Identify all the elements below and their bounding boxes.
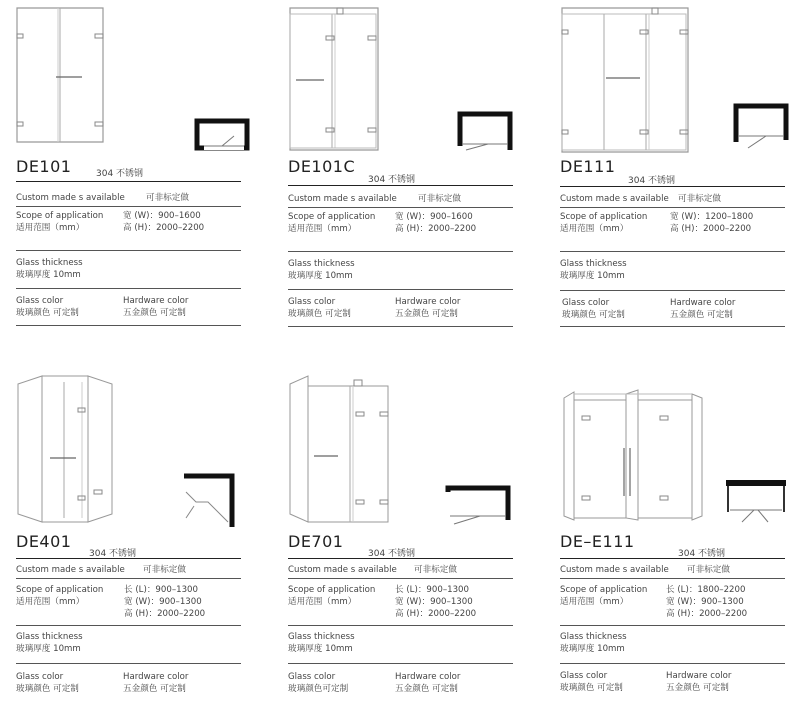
custom-made-label: Custom made s available (560, 565, 669, 575)
divider (560, 578, 785, 579)
glass-color-label: Glass color (288, 672, 336, 682)
material-label: 304 不锈钢 (368, 549, 416, 559)
divider (288, 185, 513, 186)
glass-color-value: 玻璃颜色可定制 (288, 684, 349, 694)
glass-color-label: Glass color (16, 672, 64, 682)
custom-made-cn: 可非标定做 (146, 193, 189, 203)
hardware-color-value: 五金颜色 可定制 (670, 310, 733, 320)
divider (16, 206, 241, 207)
scope-label: Scope of application (560, 585, 648, 595)
custom-made-label: Custom made s available (288, 565, 397, 575)
divider (560, 558, 785, 559)
shower-door-drawing (288, 0, 528, 155)
model-number: DE–E111 (560, 532, 635, 551)
scope-label: Scope of application (560, 212, 648, 222)
divider (288, 289, 513, 290)
divider (288, 578, 513, 579)
model-number: DE111 (560, 157, 616, 176)
product-card-de-e111 (560, 372, 800, 712)
scope-label-cn: 适用范围（mm） (16, 597, 85, 607)
glass-thickness-label: Glass thickness (560, 259, 627, 269)
scope-label-cn: 适用范围（mm） (288, 597, 357, 607)
custom-made-cn: 可非标定做 (687, 565, 730, 575)
dimension-length: 长 (L)：900–1300 (124, 585, 198, 595)
hardware-color-label: Hardware color (123, 296, 189, 306)
custom-made-cn: 可非标定做 (418, 194, 461, 204)
hardware-color-value: 五金颜色 可定制 (666, 683, 729, 693)
dimension-height: 高 (H)：2000–2200 (666, 609, 748, 619)
divider (16, 288, 241, 289)
dimension-height: 高 (H)：2000–2200 (395, 224, 477, 234)
divider (288, 558, 513, 559)
dimension-height: 高 (H)：2000–2200 (670, 224, 752, 234)
material-label: 304 不锈钢 (89, 549, 137, 559)
glass-color-value: 玻璃颜色 可定制 (288, 309, 351, 319)
glass-thickness-label: Glass thickness (16, 258, 83, 268)
divider (560, 625, 785, 626)
divider (16, 578, 241, 579)
divider (560, 207, 785, 208)
scope-label: Scope of application (16, 211, 104, 221)
model-number: DE401 (16, 532, 72, 551)
custom-made-label: Custom made s available (16, 565, 125, 575)
dimension-width: 宽 (W)：900–1300 (395, 597, 473, 607)
glass-color-label: Glass color (288, 297, 336, 307)
glass-thickness-value: 玻璃厚度 10mm (16, 644, 81, 654)
divider (560, 326, 785, 327)
custom-made-cn: 可非标定做 (414, 565, 457, 575)
dimension-width: 宽 (W)：900–1600 (395, 212, 473, 222)
hardware-color-value: 五金颜色 可定制 (395, 309, 458, 319)
dimension-width: 宽 (W)：900–1600 (123, 211, 201, 221)
dimension-length: 长 (L)：900–1300 (395, 585, 469, 595)
custom-made-label: Custom made s available (560, 194, 669, 204)
hardware-color-value: 五金颜色 可定制 (123, 308, 186, 318)
material-label: 304 不锈钢 (96, 169, 144, 179)
scope-label-cn: 适用范围（mm） (16, 223, 85, 233)
divider (560, 251, 785, 252)
product-card-de111 (560, 0, 800, 340)
glass-color-label: Glass color (562, 298, 610, 308)
divider (16, 250, 241, 251)
dimension-height: 高 (H)：2000–2200 (124, 609, 206, 619)
divider (288, 663, 513, 664)
custom-made-cn: 可非标定做 (678, 194, 721, 204)
divider (16, 663, 241, 664)
scope-label: Scope of application (288, 212, 376, 222)
material-label: 304 不锈钢 (368, 175, 416, 185)
product-card-de401 (16, 372, 256, 712)
model-number: DE101C (288, 157, 356, 176)
material-label: 304 不锈钢 (678, 549, 726, 559)
shower-door-drawing (288, 372, 528, 527)
divider (560, 186, 785, 187)
scope-label-cn: 适用范围（mm） (560, 224, 629, 234)
divider (16, 625, 241, 626)
glass-color-value: 玻璃颜色 可定制 (16, 684, 79, 694)
glass-thickness-value: 玻璃厚度 10mm (288, 644, 353, 654)
divider (560, 663, 785, 664)
glass-thickness-label: Glass thickness (16, 632, 83, 642)
dimension-length: 长 (L)：1800–2200 (666, 585, 746, 595)
product-card-de701 (288, 372, 528, 712)
hardware-color-label: Hardware color (395, 672, 461, 682)
dimension-width: 宽 (W)：900–1300 (666, 597, 744, 607)
shower-door-drawing (560, 372, 800, 527)
model-number: DE701 (288, 532, 344, 551)
hardware-color-label: Hardware color (123, 672, 189, 682)
hardware-color-label: Hardware color (670, 298, 736, 308)
glass-thickness-value: 玻璃厚度 10mm (560, 271, 625, 281)
divider (16, 325, 241, 326)
product-card-de101 (16, 0, 256, 340)
glass-thickness-label: Glass thickness (288, 259, 355, 269)
material-label: 304 不锈钢 (628, 176, 676, 186)
glass-color-label: Glass color (560, 671, 608, 681)
hardware-color-label: Hardware color (666, 671, 732, 681)
scope-label-cn: 适用范围（mm） (560, 597, 629, 607)
hardware-color-label: Hardware color (395, 297, 461, 307)
glass-thickness-value: 玻璃厚度 10mm (560, 644, 625, 654)
divider (288, 625, 513, 626)
custom-made-cn: 可非标定做 (143, 565, 186, 575)
shower-door-drawing (560, 0, 800, 155)
shower-door-drawing (16, 372, 256, 527)
hardware-color-value: 五金颜色 可定制 (395, 684, 458, 694)
glass-thickness-value: 玻璃厚度 10mm (288, 271, 353, 281)
shower-door-drawing (16, 0, 256, 155)
product-card-de101c (288, 0, 528, 340)
scope-label-cn: 适用范围（mm） (288, 224, 357, 234)
dimension-width: 宽 (W)：900–1300 (124, 597, 202, 607)
glass-color-value: 玻璃颜色 可定制 (16, 308, 79, 318)
scope-label: Scope of application (288, 585, 376, 595)
dimension-height: 高 (H)：2000–2200 (123, 223, 205, 233)
glass-color-label: Glass color (16, 296, 64, 306)
custom-made-label: Custom made s available (288, 194, 397, 204)
model-number: DE101 (16, 157, 72, 176)
custom-made-label: Custom made s available (16, 193, 125, 203)
dimension-height: 高 (H)：2000–2200 (395, 609, 477, 619)
divider (16, 558, 241, 559)
dimension-width: 宽 (W)：1200–1800 (670, 212, 754, 222)
divider (560, 290, 785, 291)
divider (288, 207, 513, 208)
glass-thickness-label: Glass thickness (560, 632, 627, 642)
divider (16, 181, 241, 182)
hardware-color-value: 五金颜色 可定制 (123, 684, 186, 694)
glass-thickness-label: Glass thickness (288, 632, 355, 642)
scope-label: Scope of application (16, 585, 104, 595)
divider (288, 326, 513, 327)
glass-color-value: 玻璃颜色 可定制 (560, 683, 623, 693)
glass-color-value: 玻璃颜色 可定制 (562, 310, 625, 320)
divider (288, 251, 513, 252)
glass-thickness-value: 玻璃厚度 10mm (16, 270, 81, 280)
